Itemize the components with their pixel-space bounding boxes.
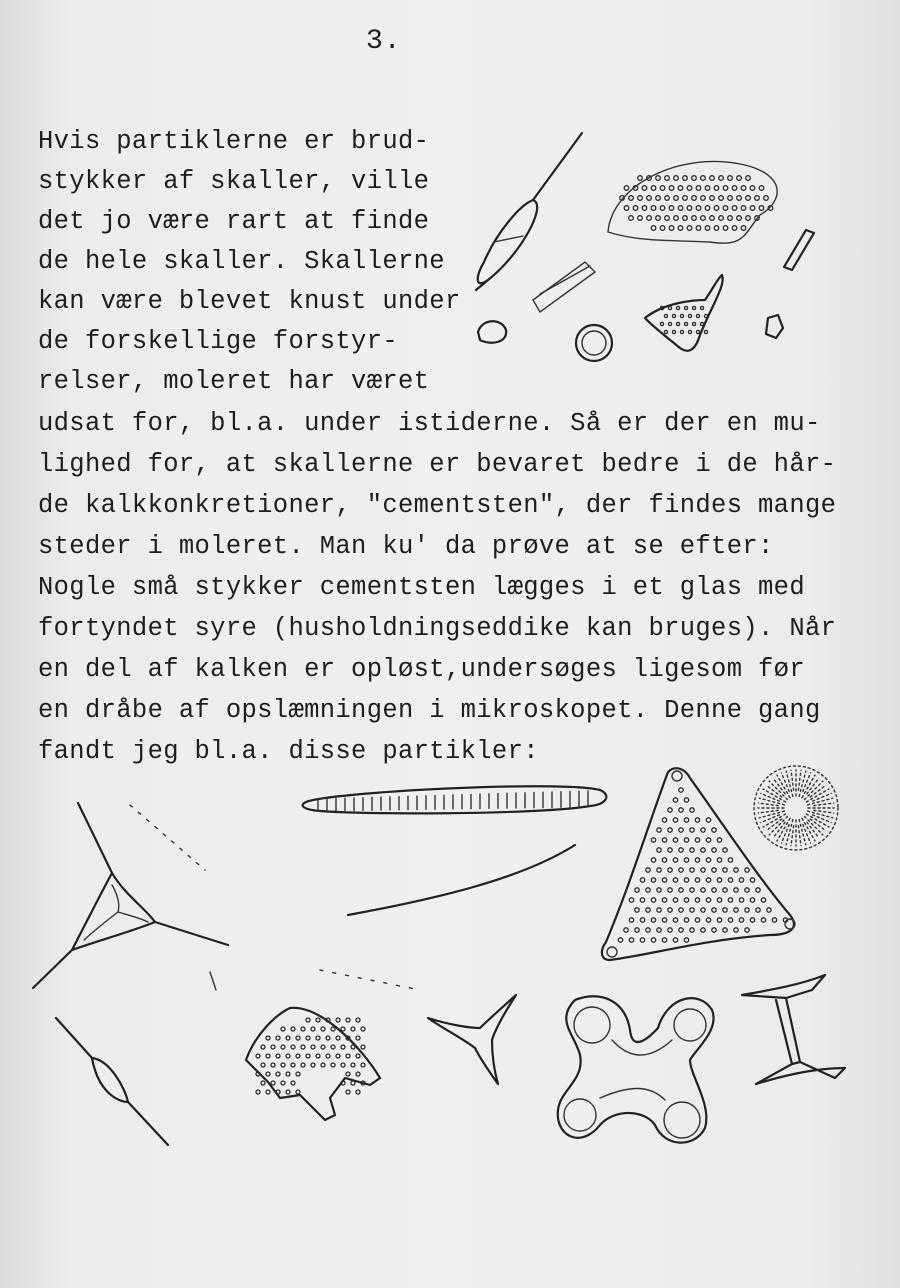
text-line: kan være blevet knust under xyxy=(38,287,461,316)
stipple-dot xyxy=(281,1045,285,1049)
text-line: en dråbe af opslæmningen i mikroskopet. Denne gang xyxy=(38,696,821,725)
stipple-dot xyxy=(717,898,721,902)
text-line: relser, moleret har været xyxy=(38,367,430,396)
stipple-dot xyxy=(684,918,688,922)
stipple-dot xyxy=(706,858,710,862)
text-line: fortyndet syre (husholdningseddike kan bruges). Når xyxy=(38,614,837,643)
stipple-dot xyxy=(756,888,760,892)
stipple-dot xyxy=(629,938,633,942)
stipple-dot xyxy=(668,848,672,852)
stipple-dot xyxy=(321,1045,325,1049)
stipple-dot xyxy=(695,878,699,882)
stipple-dot xyxy=(695,818,699,822)
stipple-dot xyxy=(657,828,661,832)
stipple-dot xyxy=(690,828,694,832)
stipple-dot xyxy=(646,888,650,892)
stipple-dot xyxy=(712,888,716,892)
stipple-dot xyxy=(261,1063,265,1067)
segmented-diatom-sketch xyxy=(303,786,607,813)
stipple-dot xyxy=(331,1027,335,1031)
stipple-dot xyxy=(668,888,672,892)
radial-mark xyxy=(758,803,778,806)
stipple-dot xyxy=(291,1045,295,1049)
stipple-dot xyxy=(750,878,754,882)
stipple-dot xyxy=(679,788,683,792)
stipple-dot xyxy=(690,908,694,912)
stipple-dot xyxy=(361,1027,365,1031)
three-pointed-star-sketch xyxy=(428,995,516,1084)
radial-mark xyxy=(791,826,794,846)
stipple-dot xyxy=(351,1063,355,1067)
stipple-dot xyxy=(679,928,683,932)
stipple-dot xyxy=(690,868,694,872)
radial-mark xyxy=(814,803,834,806)
stipple-dot xyxy=(657,888,661,892)
stipple-dot xyxy=(640,918,644,922)
stipple-dot xyxy=(695,918,699,922)
stipple-dot xyxy=(690,928,694,932)
stipple-dot xyxy=(679,888,683,892)
stipple-dot xyxy=(706,818,710,822)
stipple-dot xyxy=(701,848,705,852)
stipple-dot xyxy=(739,878,743,882)
stipple-dot xyxy=(739,918,743,922)
stipple-dot xyxy=(336,1018,340,1022)
stipple-dot xyxy=(728,898,732,902)
radial-mark xyxy=(798,770,801,790)
stipple-dot xyxy=(684,898,688,902)
stipple-dot xyxy=(695,838,699,842)
stipple-dot xyxy=(291,1081,295,1085)
stipple-dot xyxy=(635,908,639,912)
stipple-dot xyxy=(306,1018,310,1022)
stipple-dot xyxy=(679,868,683,872)
stipple-dot xyxy=(756,908,760,912)
stipple-dot xyxy=(668,808,672,812)
stipple-dot xyxy=(291,1027,295,1031)
stipple-dot xyxy=(281,1027,285,1031)
stipple-dot xyxy=(723,868,727,872)
stipple-dot xyxy=(266,1090,270,1094)
stipple-dot xyxy=(640,878,644,882)
stipple-dot xyxy=(635,888,639,892)
stipple-dot xyxy=(701,888,705,892)
text-line: Nogle små stykker cementsten lægges i et glas med xyxy=(38,573,805,602)
stipple-dot xyxy=(679,828,683,832)
stipple-dot xyxy=(341,1081,345,1085)
stipple-dot xyxy=(351,1045,355,1049)
stipple-dot xyxy=(266,1054,270,1058)
stipple-dot xyxy=(356,1036,360,1040)
page-number: 3. xyxy=(366,26,402,57)
radial-mark xyxy=(758,810,778,813)
stipple-dot xyxy=(706,838,710,842)
triradiate-diatom-sketch xyxy=(33,803,228,988)
stipple-dot xyxy=(668,828,672,832)
stipple-dot xyxy=(271,1045,275,1049)
stipple-dot xyxy=(717,858,721,862)
radial-mark xyxy=(791,770,794,790)
stipple-dot xyxy=(266,1072,270,1076)
stipple-dot xyxy=(734,868,738,872)
stipple-dot xyxy=(723,848,727,852)
stipple-dot xyxy=(291,1063,295,1067)
stipple-dot xyxy=(668,908,672,912)
stipple-dot xyxy=(301,1045,305,1049)
stipple-dot xyxy=(629,898,633,902)
stipple-dot xyxy=(717,918,721,922)
stipple-dot xyxy=(276,1036,280,1040)
stipple-dot xyxy=(346,1090,350,1094)
stipple-dot xyxy=(326,1036,330,1040)
stipple-dot xyxy=(684,818,688,822)
stipple-dot xyxy=(684,938,688,942)
stipple-dot xyxy=(646,908,650,912)
stipple-dot xyxy=(712,908,716,912)
guide-mark xyxy=(130,805,205,870)
stipple-dot xyxy=(346,1054,350,1058)
stipple-dot xyxy=(635,928,639,932)
stipple-dot xyxy=(346,1018,350,1022)
stipple-dot xyxy=(286,1072,290,1076)
stipple-dot xyxy=(701,828,705,832)
stipple-dot xyxy=(646,868,650,872)
text-line: de forskellige forstyr- xyxy=(38,327,399,356)
stipple-dot xyxy=(662,918,666,922)
stipple-dot xyxy=(271,1081,275,1085)
stipple-dot xyxy=(356,1072,360,1076)
stipple-dot xyxy=(673,838,677,842)
stipple-dot xyxy=(256,1072,260,1076)
stipple-dot xyxy=(346,1072,350,1076)
stipple-dot xyxy=(690,848,694,852)
stipple-dot xyxy=(761,918,765,922)
stipple-dot xyxy=(306,1036,310,1040)
stipple-dot xyxy=(673,938,677,942)
stipple-dot xyxy=(301,1027,305,1031)
stipple-dot xyxy=(684,878,688,882)
stipple-dot xyxy=(286,1054,290,1058)
stipple-dot xyxy=(341,1045,345,1049)
stipple-dot xyxy=(712,848,716,852)
stipple-dot xyxy=(745,928,749,932)
stipple-dot xyxy=(706,898,710,902)
stipple-dot xyxy=(728,858,732,862)
stipple-dot xyxy=(361,1063,365,1067)
text-line: de kalkkonkretioner, "cementsten", der findes mange xyxy=(38,491,837,520)
stipple-dot xyxy=(662,938,666,942)
stipple-dot xyxy=(662,858,666,862)
stipple-dot xyxy=(311,1063,315,1067)
stipple-dot xyxy=(684,838,688,842)
stipple-dot xyxy=(695,898,699,902)
stipple-dot xyxy=(657,868,661,872)
stipple-dot xyxy=(745,888,749,892)
stipple-dot xyxy=(679,848,683,852)
stipple-dot xyxy=(662,838,666,842)
stipple-dot xyxy=(276,1054,280,1058)
stipple-dot xyxy=(311,1027,315,1031)
stipple-dot xyxy=(668,868,672,872)
stipple-dot xyxy=(336,1036,340,1040)
stipple-dot xyxy=(734,928,738,932)
stipple-dot xyxy=(739,898,743,902)
stipple-dot xyxy=(706,918,710,922)
stipple-dot xyxy=(351,1027,355,1031)
stipple-dot xyxy=(356,1090,360,1094)
stipple-dot xyxy=(261,1081,265,1085)
stipple-dot xyxy=(657,928,661,932)
stipple-dot xyxy=(351,1081,355,1085)
stray-mark xyxy=(210,972,216,990)
stipple-dot xyxy=(701,868,705,872)
stipple-dot xyxy=(306,1054,310,1058)
stipple-dot xyxy=(684,798,688,802)
text-line: udsat for, bl.a. under istiderne. Så er der en mu- xyxy=(38,409,821,438)
stipple-dot xyxy=(673,858,677,862)
stipple-dot xyxy=(256,1090,260,1094)
stipple-dot xyxy=(651,858,655,862)
stipple-dot xyxy=(296,1036,300,1040)
stipple-dot xyxy=(266,1036,270,1040)
stipple-dot xyxy=(321,1027,325,1031)
stipple-dot xyxy=(301,1063,305,1067)
stipple-dot xyxy=(734,908,738,912)
stipple-dot xyxy=(673,918,677,922)
stipple-dot xyxy=(679,808,683,812)
stipple-dot xyxy=(361,1045,365,1049)
stipple-dot xyxy=(673,798,677,802)
radial-mark xyxy=(798,826,801,846)
stipple-dot xyxy=(651,918,655,922)
stipple-dot xyxy=(723,928,727,932)
stipple-dot xyxy=(657,848,661,852)
stipple-dot xyxy=(745,908,749,912)
stipple-dot xyxy=(728,918,732,922)
stipple-dot xyxy=(331,1063,335,1067)
text-line: en del af kalken er opløst,undersøges ligesom før xyxy=(38,655,805,684)
text-line: lighed for, at skallerne er bevaret bedre i de hår- xyxy=(38,450,837,479)
stipple-dot xyxy=(281,1063,285,1067)
stipple-dot xyxy=(712,868,716,872)
dotted-fragment-sketch xyxy=(246,1008,380,1120)
stipple-dot xyxy=(271,1063,275,1067)
stipple-dot xyxy=(296,1054,300,1058)
needle-fragment-sketch xyxy=(348,845,575,915)
stipple-dot xyxy=(767,908,771,912)
radial-disc-diatom-sketch xyxy=(754,766,838,850)
triangular-diatom-sketch xyxy=(602,768,795,960)
stipple-dot xyxy=(624,928,628,932)
stipple-dot xyxy=(745,868,749,872)
radial-mark xyxy=(814,810,834,813)
stipple-dot xyxy=(717,838,721,842)
stipple-dot xyxy=(618,938,622,942)
guide-mark xyxy=(320,970,420,990)
stipple-dot xyxy=(296,1090,300,1094)
stipple-dot xyxy=(311,1045,315,1049)
stipple-dot xyxy=(750,898,754,902)
i-shaped-diatom-sketch xyxy=(742,975,845,1084)
stipple-dot xyxy=(728,878,732,882)
stipple-dot xyxy=(734,888,738,892)
stipple-dot xyxy=(640,938,644,942)
stipple-dot xyxy=(321,1063,325,1067)
stipple-dot xyxy=(341,1063,345,1067)
stipple-dot xyxy=(706,878,710,882)
stipple-dot xyxy=(316,1018,320,1022)
text-line: fandt jeg bl.a. disse partikler: xyxy=(38,737,539,766)
stipple-dot xyxy=(657,908,661,912)
stipple-dot xyxy=(296,1072,300,1076)
stipple-dot xyxy=(651,898,655,902)
text-line: det jo være rart at finde xyxy=(38,207,430,236)
stipple-dot xyxy=(772,918,776,922)
stipple-dot xyxy=(679,908,683,912)
stipple-dot xyxy=(356,1018,360,1022)
stipple-dot xyxy=(640,898,644,902)
stipple-dot xyxy=(712,928,716,932)
stipple-dot xyxy=(662,878,666,882)
small-spindle-diatom-sketch xyxy=(56,1018,168,1145)
stipple-dot xyxy=(690,808,694,812)
stipple-dot xyxy=(668,928,672,932)
stipple-dot xyxy=(690,888,694,892)
text-line: Hvis partiklerne er brud- xyxy=(38,127,430,156)
stipple-dot xyxy=(673,818,677,822)
stipple-dot xyxy=(331,1045,335,1049)
stipple-dot xyxy=(336,1054,340,1058)
stipple-dot xyxy=(673,898,677,902)
stipple-dot xyxy=(695,858,699,862)
text-line: de hele skaller. Skallerne xyxy=(38,247,445,276)
stipple-dot xyxy=(326,1054,330,1058)
stipple-dot xyxy=(281,1081,285,1085)
stipple-dot xyxy=(723,908,727,912)
stipple-dot xyxy=(701,908,705,912)
stipple-dot xyxy=(662,818,666,822)
stipple-dot xyxy=(629,918,633,922)
stipple-dot xyxy=(651,838,655,842)
stipple-dot xyxy=(673,878,677,882)
stipple-dot xyxy=(356,1054,360,1058)
stipple-dot xyxy=(286,1036,290,1040)
text-line: stykker af skaller, ville xyxy=(38,167,430,196)
stipple-dot xyxy=(717,878,721,882)
stipple-dot xyxy=(712,828,716,832)
stipple-dot xyxy=(662,898,666,902)
stipple-dot xyxy=(276,1072,280,1076)
stipple-dot xyxy=(276,1090,280,1094)
stipple-dot xyxy=(341,1027,345,1031)
stipple-dot xyxy=(651,878,655,882)
stipple-dot xyxy=(701,928,705,932)
stipple-dot xyxy=(684,858,688,862)
stipple-dot xyxy=(286,1090,290,1094)
stipple-dot xyxy=(646,928,650,932)
stipple-dot xyxy=(261,1045,265,1049)
stipple-dot xyxy=(750,918,754,922)
text-line: steder i moleret. Man ku' da prøve at se efter: xyxy=(38,532,774,561)
ring-chain-diatom-sketch xyxy=(558,996,714,1142)
stipple-dot xyxy=(316,1036,320,1040)
stipple-dot xyxy=(316,1054,320,1058)
stipple-dot xyxy=(256,1054,260,1058)
stipple-dot xyxy=(723,888,727,892)
stipple-dot xyxy=(761,898,765,902)
stipple-dot xyxy=(651,938,655,942)
